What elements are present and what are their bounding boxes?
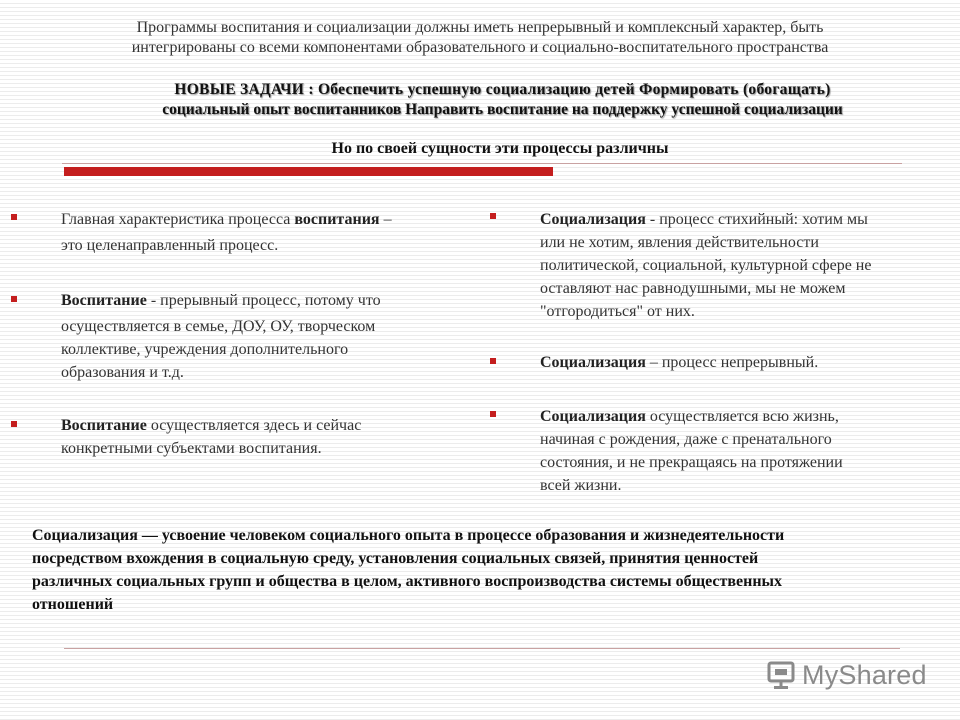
list-item-line: состояния, и не прекращаясь на протяжении bbox=[540, 454, 843, 471]
bold-term: Социализация bbox=[540, 354, 646, 371]
bold-term: Воспитание bbox=[61, 417, 147, 434]
list-item-line: политической, социальной, культурной сфере не bbox=[540, 257, 872, 274]
intro-paragraph bbox=[70, 18, 890, 58]
bold-term: воспитания bbox=[294, 211, 380, 228]
new-tasks-line: НОВЫЕ ЗАДАЧИ : Обеспечить успешную социализацию детей Формировать (обогащать) bbox=[174, 81, 831, 98]
list-item-line: "отгородиться" от них. bbox=[540, 303, 695, 320]
bullet-marker-icon bbox=[490, 213, 496, 219]
socialization-definition bbox=[32, 524, 932, 616]
list-item bbox=[61, 414, 361, 437]
definition-line: различных социальных групп и общества в целом, активного воспроизводства системы общественных bbox=[32, 573, 783, 590]
list-item-line: или не хотим, явления действительности bbox=[540, 234, 819, 251]
text-span: осуществляется здесь и сейчас bbox=[146, 417, 362, 434]
text-span: осуществляется всю жизнь, bbox=[645, 408, 839, 425]
bullet-marker-icon bbox=[11, 214, 17, 220]
list-item-line: конкретными субъектами воспитания. bbox=[61, 440, 322, 457]
new-tasks-line: социальный опыт воспитанников Направить воспитание на поддержку успешной социализации bbox=[162, 101, 843, 118]
list-item bbox=[61, 289, 381, 312]
list-item-line: начиная с рождения, даже с пренатального bbox=[540, 431, 832, 448]
bullet-marker-icon bbox=[490, 358, 496, 364]
divider-thin-top bbox=[62, 163, 902, 164]
divider-thin-bottom bbox=[64, 648, 900, 649]
text-span: Главная характеристика процесса bbox=[61, 211, 295, 228]
bold-term: Социализация bbox=[540, 408, 646, 425]
intro-line: Программы воспитания и социализации должны иметь непрерывный и комплексный характер, быть bbox=[136, 19, 824, 36]
list-item bbox=[540, 208, 868, 231]
list-item bbox=[540, 351, 818, 374]
text-span: - прерывный процесс, потому что bbox=[146, 292, 381, 309]
definition-line: посредством вхождения в социальную среду, установления социальных связей, принятия ценностей bbox=[32, 550, 759, 567]
list-item-line: всей жизни. bbox=[540, 477, 622, 494]
presentation-board-icon bbox=[766, 660, 796, 690]
list-item-line: оставляют нас равнодушными, мы не можем bbox=[540, 280, 846, 297]
logo-text: MyShared bbox=[802, 659, 927, 690]
list-item bbox=[61, 208, 392, 231]
intro-line: интегрированы со всеми компонентами образовательного и социально-воспитательного пространства bbox=[131, 39, 829, 56]
bullet-marker-icon bbox=[11, 421, 17, 427]
text-span: – bbox=[379, 211, 392, 228]
list-item-line: коллективе, учреждения дополнительного bbox=[61, 341, 349, 358]
list-item-line: это целенаправленный процесс. bbox=[61, 237, 279, 254]
list-item-line: образования и т.д. bbox=[61, 364, 184, 381]
myshared-logo bbox=[766, 655, 927, 695]
divider-red-bar bbox=[64, 167, 553, 176]
bold-term: Воспитание bbox=[61, 292, 147, 309]
definition-line: отношений bbox=[32, 596, 114, 613]
definition-line: Социализация — усвоение человеком социального опыта в процессе образования и жизнедеятельности bbox=[32, 527, 785, 544]
list-item-line: осуществляется в семье, ДОУ, ОУ, творческом bbox=[61, 318, 376, 335]
list-item bbox=[540, 405, 839, 428]
new-tasks bbox=[80, 80, 925, 120]
bullet-marker-icon bbox=[11, 296, 17, 302]
bullet-marker-icon bbox=[490, 411, 496, 417]
text-span: – процесс непрерывный. bbox=[645, 354, 819, 371]
text-span: - процесс стихийный: хотим мы bbox=[645, 211, 868, 228]
difference-heading: Но по своей сущности эти процессы различны bbox=[331, 140, 669, 157]
bold-term: Социализация bbox=[540, 211, 646, 228]
